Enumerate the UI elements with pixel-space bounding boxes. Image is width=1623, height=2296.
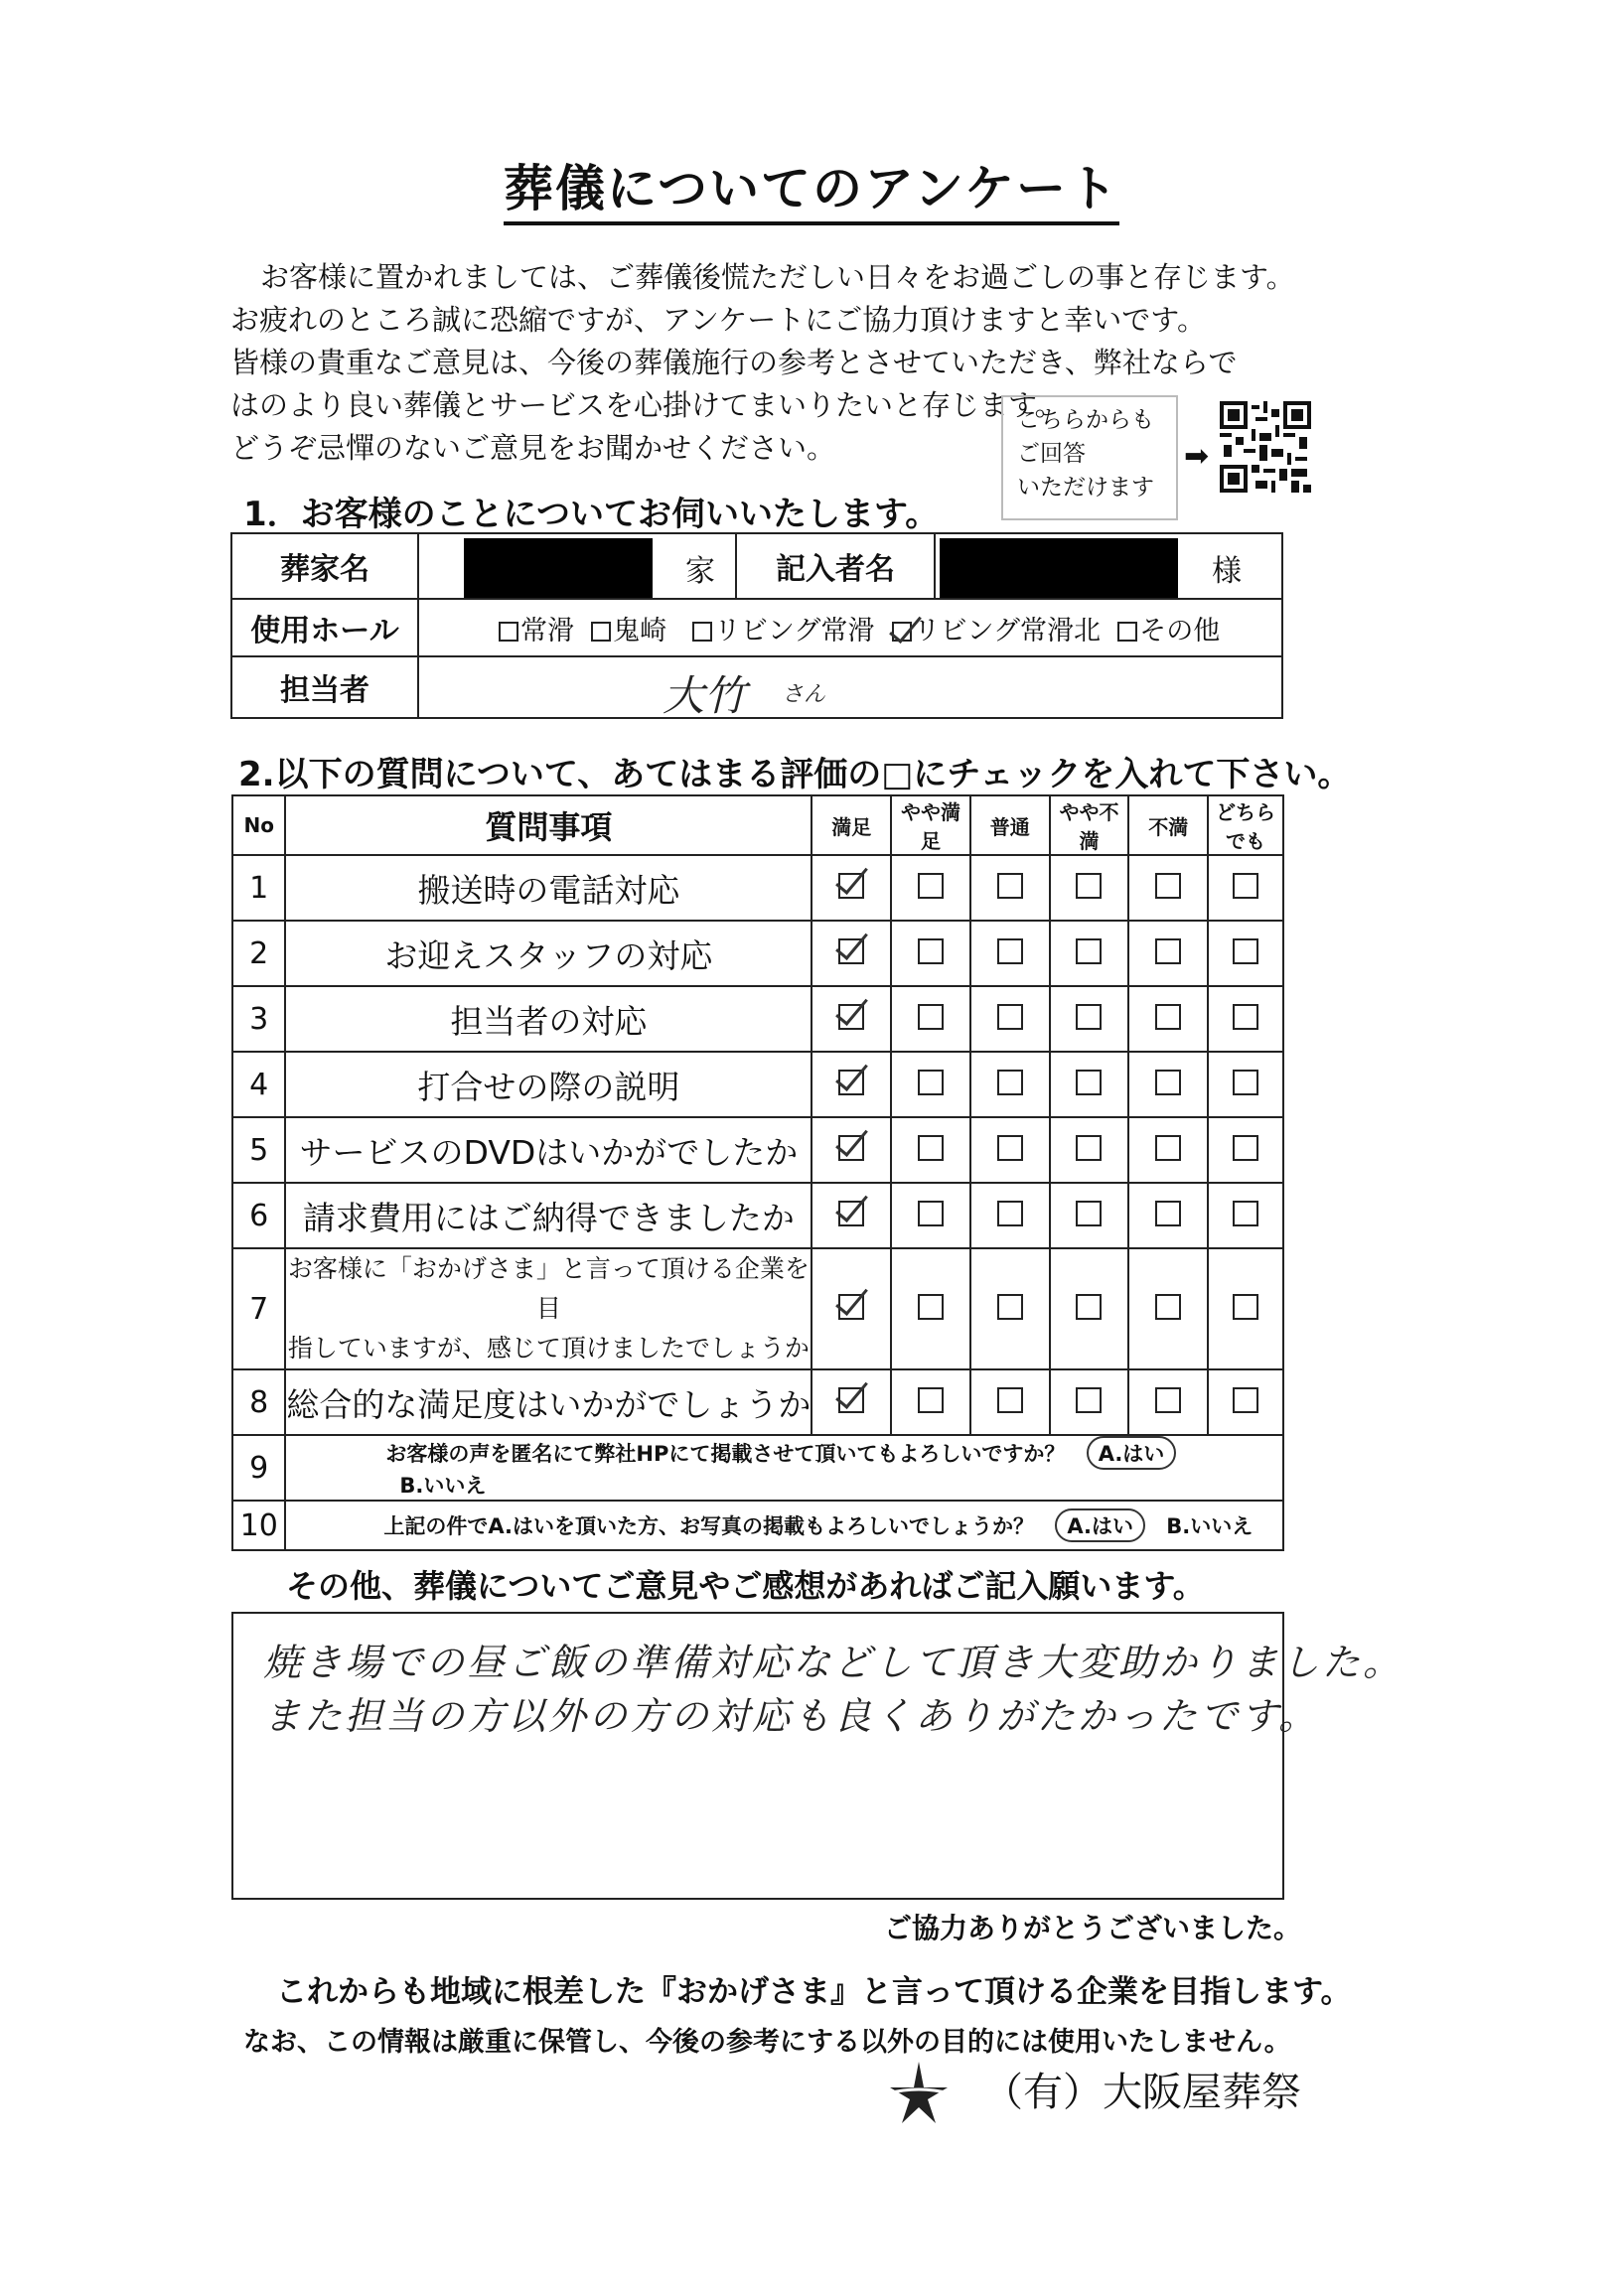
staff-label: 担当者 (231, 656, 418, 718)
question-text (285, 1248, 812, 1369)
checkbox-icon[interactable] (1233, 1135, 1258, 1161)
rating-table (231, 794, 1284, 1551)
question-number: 1 (232, 855, 285, 921)
table-row (232, 1248, 1283, 1369)
hall-options (418, 599, 1282, 656)
table-row (232, 1052, 1283, 1117)
rating-cell[interactable] (1050, 1117, 1129, 1183)
checkbox-icon[interactable] (591, 622, 611, 642)
rating-cell[interactable] (970, 1183, 1050, 1248)
col-no-header: No (232, 795, 285, 855)
checkbox-icon[interactable] (997, 938, 1023, 964)
checkbox-icon[interactable] (997, 1070, 1023, 1095)
rating-cell[interactable] (1208, 1117, 1283, 1183)
footer-message: これからも地域に根差した『おかげさま』と言って頂ける企業を目指します。 (276, 1974, 1352, 2010)
question-text: 担当者の対応 (285, 986, 812, 1052)
osakaya-logo-icon (884, 2058, 954, 2125)
checkbox-icon[interactable] (918, 1004, 944, 1030)
intro-line: どうぞ忌憚のないご意見をお聞かせください。 (230, 431, 836, 465)
checkbox-icon[interactable] (1155, 1294, 1181, 1320)
checkbox-icon[interactable] (1076, 1294, 1102, 1320)
rating-header: 満足 (812, 795, 891, 855)
checkbox-icon[interactable] (1233, 1004, 1258, 1030)
rating-cell[interactable] (1128, 986, 1208, 1052)
rating-cell[interactable] (812, 1052, 891, 1117)
answer-no[interactable]: B.いいえ (1166, 1514, 1254, 1538)
rating-cell[interactable] (1128, 1052, 1208, 1117)
intro-line: はのより良い葬儀とサービスを心掛けてまいりたいと存じます。 (230, 388, 1064, 422)
staff-field[interactable] (418, 656, 1282, 718)
table-row (232, 855, 1283, 921)
checkbox-icon[interactable] (1155, 1387, 1181, 1413)
hall-option-selected[interactable]: リビング常滑北 (892, 616, 1101, 646)
rating-cell[interactable] (970, 1248, 1050, 1369)
intro-line: お客様に置かれましては、ご葬儀後慌ただしい日々をお過ごしの事と存じます。 (260, 260, 1295, 294)
rating-cell[interactable] (812, 855, 891, 921)
question-number: 4 (232, 1052, 285, 1117)
family-name-label: 葬家名 (231, 533, 418, 599)
question-number: 6 (232, 1183, 285, 1248)
comment-box[interactable] (231, 1612, 1404, 1900)
rating-cell[interactable] (1128, 1117, 1208, 1183)
checkbox-icon[interactable] (1233, 1070, 1258, 1095)
rating-cell[interactable] (970, 1052, 1050, 1117)
question-text: お迎えスタッフの対応 (285, 921, 812, 986)
rating-cell[interactable] (1128, 1183, 1208, 1248)
rating-cell[interactable] (970, 986, 1050, 1052)
qr-note-line: こちらからも (1017, 407, 1154, 433)
redaction-block (464, 538, 653, 598)
checkbox-icon[interactable] (918, 1387, 944, 1413)
rating-cell[interactable] (891, 1369, 970, 1435)
family-suffix: 家 (685, 554, 715, 589)
checkbox-icon[interactable] (918, 1294, 944, 1320)
checkbox-icon[interactable] (997, 1004, 1023, 1030)
rating-cell[interactable] (891, 1117, 970, 1183)
question-text-line: 指していますが、感じて頂けましたでしょうか (287, 1334, 810, 1363)
rating-cell[interactable] (1050, 1052, 1129, 1117)
checkbox-icon[interactable] (997, 1201, 1023, 1226)
rating-cell[interactable] (812, 1248, 891, 1369)
rating-cell[interactable] (1128, 1369, 1208, 1435)
checkbox-icon[interactable] (1076, 873, 1102, 899)
rating-cell[interactable] (970, 855, 1050, 921)
question-number: 8 (232, 1369, 285, 1435)
checkbox-icon[interactable] (1076, 938, 1102, 964)
checkbox-icon[interactable] (1117, 622, 1137, 642)
privacy-note: なお、この情報は厳重に保管し、今後の参考にする以外の目的には使用いたしません。 (243, 2027, 1291, 2058)
checked-checkbox-icon[interactable] (838, 1004, 864, 1030)
checkbox-icon[interactable] (1155, 1070, 1181, 1095)
table-row (232, 1435, 1283, 1501)
question-text-line: お客様に「おかげさま」と言って頂ける企業を目 (287, 1254, 810, 1323)
checked-checkbox-icon[interactable] (838, 1294, 864, 1320)
checkbox-icon[interactable] (1233, 873, 1258, 899)
checkbox-icon[interactable] (1233, 1387, 1258, 1413)
comment-heading: その他、葬儀についてご意見やご感想があればご記入願います。 (286, 1567, 1205, 1605)
yesno-question (285, 1501, 1283, 1550)
rating-cell[interactable] (1050, 855, 1129, 921)
rating-header: どちらでも (1208, 795, 1283, 855)
comment-line-handwritten: 焼き場での昼ご飯の準備対応などして頂き大変助かりました。 (263, 1641, 1404, 1684)
table-row (232, 1117, 1283, 1183)
checkbox-icon[interactable] (1076, 1201, 1102, 1226)
hall-option[interactable]: リビング常滑 (692, 616, 874, 646)
checkbox-icon[interactable] (918, 938, 944, 964)
checked-checkbox-icon[interactable] (838, 1387, 864, 1413)
checked-checkbox-icon[interactable] (838, 1070, 864, 1095)
checkbox-icon[interactable] (1155, 1201, 1181, 1226)
table-row (232, 986, 1283, 1052)
question-number: 10 (232, 1501, 285, 1550)
page-title: 葬儀についてのアンケート (0, 149, 1623, 220)
question-number: 7 (232, 1248, 285, 1369)
staff-name-handwritten: 大竹 (663, 671, 747, 720)
writer-suffix: 様 (1212, 554, 1242, 589)
checkbox-icon[interactable] (918, 1070, 944, 1095)
checkbox-icon[interactable] (918, 1201, 944, 1226)
rating-cell[interactable] (1208, 1369, 1283, 1435)
question-text: 請求費用にはご納得できましたか (285, 1183, 812, 1248)
rating-cell[interactable] (812, 1369, 891, 1435)
question-text: 打合せの際の説明 (285, 1052, 812, 1117)
qr-code-icon[interactable] (1220, 401, 1311, 493)
checked-checkbox-icon[interactable] (838, 938, 864, 964)
checkbox-icon[interactable] (1233, 938, 1258, 964)
rating-cell[interactable] (1128, 921, 1208, 986)
checkbox-icon[interactable] (1155, 873, 1181, 899)
rating-cell[interactable] (891, 921, 970, 986)
rating-cell[interactable] (812, 921, 891, 986)
rating-cell[interactable] (1050, 1248, 1129, 1369)
question-text: 総合的な満足度はいかがでしょうか (285, 1369, 812, 1435)
writer-name-label: 記入者名 (736, 533, 935, 599)
rating-cell[interactable] (1208, 921, 1283, 986)
rating-cell[interactable] (891, 1052, 970, 1117)
writer-name-field[interactable] (935, 533, 1282, 599)
answer-yes-selected[interactable]: A.はい (1087, 1436, 1177, 1470)
rating-cell[interactable] (1128, 855, 1208, 921)
customer-info-table (230, 532, 1283, 719)
hall-label: 使用ホール (231, 599, 418, 656)
rating-cell[interactable] (1128, 1248, 1208, 1369)
thanks-text: ご協力ありがとうございました。 (884, 1912, 1302, 1944)
hall-option[interactable]: その他 (1117, 616, 1220, 646)
rating-cell[interactable] (1050, 1183, 1129, 1248)
checkbox-icon[interactable] (1076, 1070, 1102, 1095)
question-text: 搬送時の電話対応 (285, 855, 812, 921)
rating-cell[interactable] (812, 986, 891, 1052)
question-text: お客様の声を匿名にて弊社HPにて掲載させて頂いてもよろしいですか？ (385, 1442, 1066, 1466)
checkbox-icon[interactable] (1155, 1004, 1181, 1030)
table-row (232, 1501, 1283, 1550)
question-number: 9 (232, 1435, 285, 1501)
company-name: （有）大阪屋葬祭 (983, 2070, 1301, 2115)
checkbox-icon[interactable] (1233, 1294, 1258, 1320)
question-number: 2 (232, 921, 285, 986)
col-question-header: 質問事項 (285, 795, 812, 855)
checkbox-icon[interactable] (1076, 1004, 1102, 1030)
rating-cell[interactable] (812, 1183, 891, 1248)
section-2-heading: 2.以下の質問について、あてはまる評価の□にチェックを入れて下さい。 (238, 755, 1352, 794)
intro-line: お疲れのところ誠に恐縮ですが、アンケートにご協力頂けますと幸いです。 (230, 303, 1206, 337)
checkbox-icon[interactable] (1076, 1387, 1102, 1413)
rating-cell[interactable] (1208, 986, 1283, 1052)
qr-note-line: ご回答 (1017, 441, 1086, 467)
rating-cell[interactable] (891, 986, 970, 1052)
question-number: 5 (232, 1117, 285, 1183)
answer-no[interactable]: B.いいえ (399, 1474, 487, 1498)
qr-note-line: いただけます (1017, 475, 1154, 501)
question-text: 上記の件でA.はいを頂いた方、お写真の掲載もよろしいでしょうか？ (383, 1514, 1035, 1538)
section-1-heading: 1．お客様のことについてお伺いいたします。 (243, 495, 940, 534)
question-text: サービスのDVDはいかがでしたか (285, 1117, 812, 1183)
rating-header: 不満 (1128, 795, 1208, 855)
checkbox-icon[interactable] (918, 873, 944, 899)
rating-cell[interactable] (1050, 1369, 1129, 1435)
checked-checkbox-icon[interactable] (892, 622, 912, 642)
family-name-field[interactable] (418, 533, 736, 599)
table-row (232, 921, 1283, 986)
checkbox-icon[interactable] (997, 873, 1023, 899)
hall-option[interactable]: 鬼崎 (591, 616, 666, 646)
rating-cell[interactable] (891, 1248, 970, 1369)
checkbox-icon[interactable] (692, 622, 712, 642)
table-row (232, 1369, 1283, 1435)
arrow-right-icon: ➡ (1184, 439, 1210, 474)
table-row (232, 1183, 1283, 1248)
rating-cell[interactable] (1208, 1052, 1283, 1117)
checkbox-icon[interactable] (1155, 938, 1181, 964)
rating-cell[interactable] (1050, 921, 1129, 986)
hall-option[interactable]: 常滑 (499, 616, 574, 646)
checked-checkbox-icon[interactable] (838, 873, 864, 899)
rating-cell[interactable] (1208, 1183, 1283, 1248)
rating-cell[interactable] (891, 855, 970, 921)
checkbox-icon[interactable] (997, 1294, 1023, 1320)
checkbox-icon[interactable] (997, 1135, 1023, 1161)
rating-cell[interactable] (970, 1117, 1050, 1183)
answer-yes-selected[interactable]: A.はい (1055, 1508, 1145, 1542)
rating-header: 普通 (970, 795, 1050, 855)
staff-honorific-handwritten: さん (782, 682, 826, 707)
rating-cell[interactable] (1208, 855, 1283, 921)
checkbox-icon[interactable] (1155, 1135, 1181, 1161)
rating-cell[interactable] (1208, 1248, 1283, 1369)
checkbox-icon[interactable] (918, 1135, 944, 1161)
comment-line-handwritten: また担当の方以外の方の対応も良くありがたかったです。 (263, 1694, 1319, 1738)
rating-header: やや満足 (891, 795, 970, 855)
checkbox-icon[interactable] (499, 622, 518, 642)
rating-cell[interactable] (1050, 986, 1129, 1052)
intro-line: 皆様の貴重なご意見は、今後の葬儀施行の参考とさせていただき、弊社ならで (230, 346, 1238, 379)
checkbox-icon[interactable] (1233, 1201, 1258, 1226)
qr-note-box (1001, 395, 1178, 520)
rating-cell[interactable] (970, 921, 1050, 986)
rating-header: やや不満 (1050, 795, 1129, 855)
rating-cell[interactable] (970, 1369, 1050, 1435)
redaction-block (940, 538, 1178, 598)
yesno-question (285, 1435, 1283, 1501)
checkbox-icon[interactable] (1076, 1135, 1102, 1161)
checked-checkbox-icon[interactable] (838, 1135, 864, 1161)
checked-checkbox-icon[interactable] (838, 1201, 864, 1226)
question-number: 3 (232, 986, 285, 1052)
rating-cell[interactable] (812, 1117, 891, 1183)
checkbox-icon[interactable] (997, 1387, 1023, 1413)
rating-cell[interactable] (891, 1183, 970, 1248)
